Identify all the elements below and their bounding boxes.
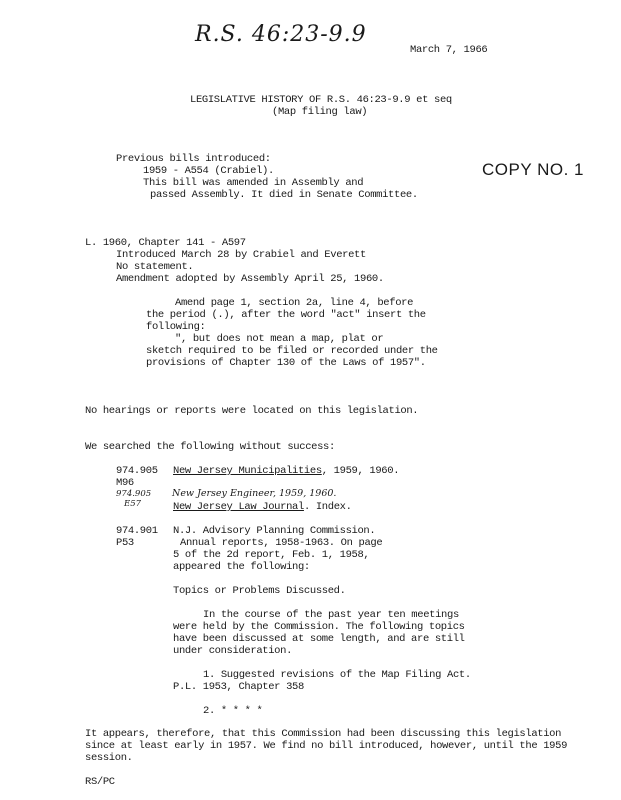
source-title: New Jersey Law Journal xyxy=(173,501,304,513)
copy-stamp: COPY NO. 1 xyxy=(482,160,584,179)
no-hearings-note: No hearings or reports were located on this legislation. xyxy=(85,405,419,417)
source-entry: 5 of the 2d report, Feb. 1, 1958, xyxy=(173,549,370,561)
source-entry xyxy=(173,465,399,477)
source-entry: Annual reports, 1958-1963. On page xyxy=(180,537,383,549)
law-introduced: Introduced March 28 by Crabiel and Everett xyxy=(116,249,366,261)
law-heading: L. 1960, Chapter 141 - A597 xyxy=(85,237,246,249)
source-title: New Jersey Municipalities xyxy=(173,465,322,477)
quote-heading: Topics or Problems Discussed. xyxy=(173,585,346,597)
handwritten-call-number: E57 xyxy=(124,499,142,509)
quote-item: P.L. 1953, Chapter 358 xyxy=(173,681,304,693)
law-statement: No statement. xyxy=(116,261,194,273)
call-number: 974.905 xyxy=(116,465,158,477)
conclusion-text: since at least early in 1957. We find no bill introduced, however, until the 1959 xyxy=(85,740,568,752)
document-subtitle: (Map filing law) xyxy=(272,106,368,118)
call-number: 974.901 xyxy=(116,525,158,537)
previous-bill-note: This bill was amended in Assembly and xyxy=(143,177,364,189)
amendment-text: sketch required to be filed or recorded under the xyxy=(146,345,438,357)
handwritten-header: R.S. 46:23-9.9 xyxy=(195,22,367,47)
quote-text: were held by the Commission. The following topics xyxy=(173,621,465,633)
quote-text: have been discussed at some length, and are still xyxy=(173,633,465,645)
searched-heading: We searched the following without success: xyxy=(85,441,335,453)
source-entry xyxy=(173,501,352,513)
quote-item: 2. * * * * xyxy=(203,705,263,717)
quote-text: In the course of the past year ten meetings xyxy=(203,609,459,621)
conclusion-text: session. xyxy=(85,752,133,764)
handwritten-call-number: 974.905 xyxy=(116,489,152,499)
quote-item: 1. Suggested revisions of the Map Filing Act. xyxy=(203,669,471,681)
initials: RS/PC xyxy=(85,776,115,788)
conclusion-text: It appears, therefore, that this Commission had been discussing this legislation xyxy=(85,728,562,740)
quote-text: under consideration. xyxy=(173,645,293,657)
previous-bill-entry: 1959 - A554 (Crabiel). xyxy=(143,165,274,177)
amendment-text: ", but does not mean a map, plat or xyxy=(175,333,384,345)
amendment-text: following: xyxy=(146,321,206,333)
source-entry: appeared the following: xyxy=(173,561,310,573)
amendment-text: provisions of Chapter 130 of the Laws of 1957". xyxy=(146,357,426,369)
source-entry: N.J. Advisory Planning Commission. xyxy=(173,525,376,537)
amendment-text: Amend page 1, section 2a, line 4, before xyxy=(175,297,414,309)
law-amendment: Amendment adopted by Assembly April 25, 1960. xyxy=(116,273,384,285)
source-rest: . Index. xyxy=(303,501,352,513)
document-date: March 7, 1966 xyxy=(410,44,488,56)
source-years: , 1959, 1960. xyxy=(321,465,400,477)
call-number: P53 xyxy=(116,537,134,549)
amendment-text: the period (.), after the word "act" insert the xyxy=(146,309,426,321)
handwritten-source: New Jersey Engineer, 1959, 1960. xyxy=(172,488,337,499)
call-number: M96 xyxy=(116,477,134,489)
previous-bills-heading: Previous bills introduced: xyxy=(116,153,271,165)
previous-bill-note: passed Assembly. It died in Senate Committee. xyxy=(150,189,418,201)
document-title: LEGISLATIVE HISTORY OF R.S. 46:23-9.9 et seq xyxy=(190,94,452,106)
